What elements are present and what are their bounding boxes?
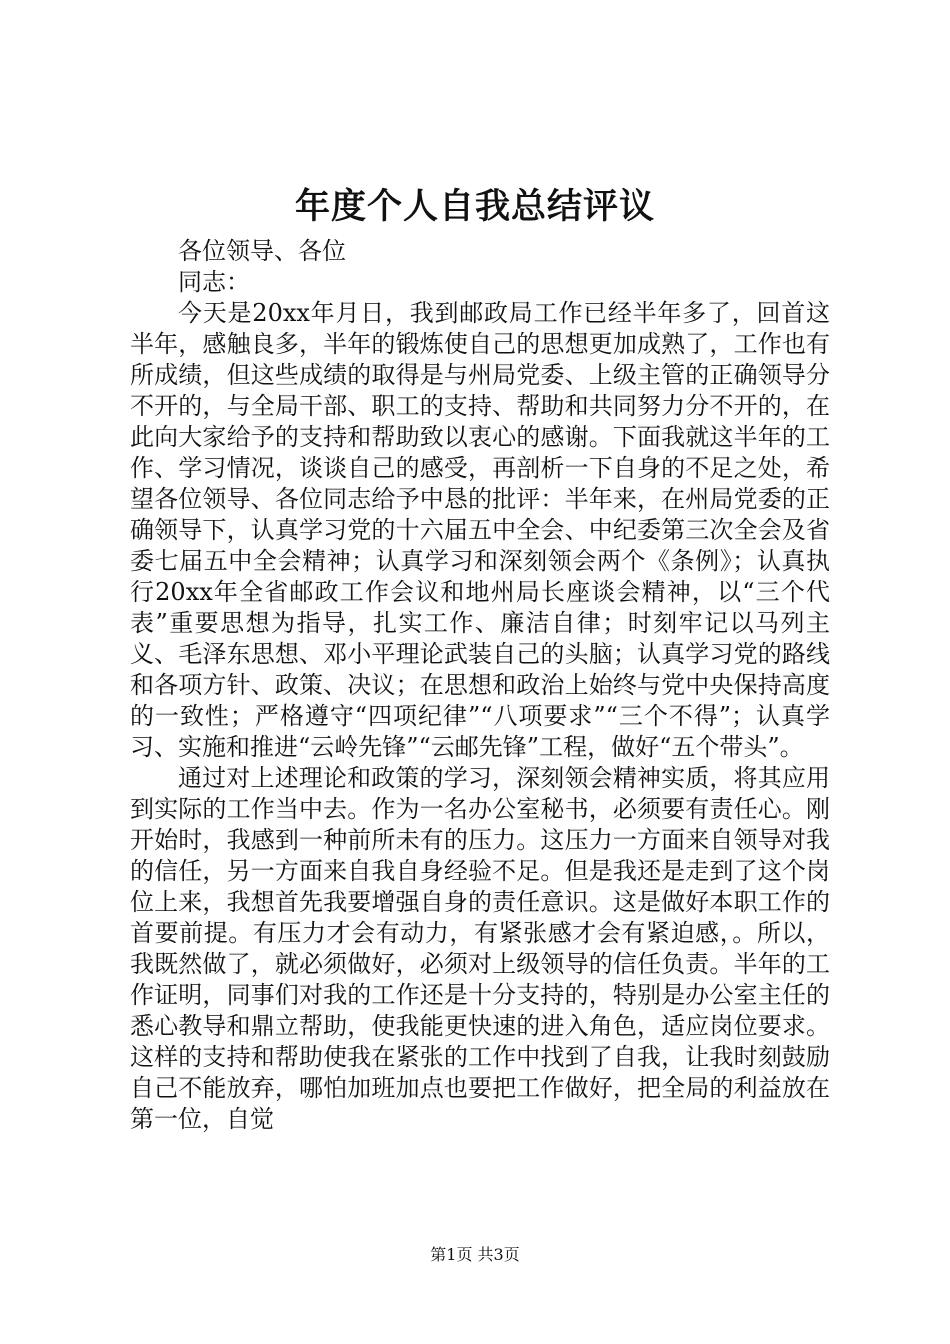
salutation-line: 同志： <box>178 268 250 296</box>
salutation-line: 各位领导、各位 <box>178 237 346 265</box>
document-body <box>130 236 830 1135</box>
body-paragraph: 今天是20xx年月日，我到邮政局工作已经半年多了，回首这半年，感触良多，半年的锻炼使自己的思想更加成熟了，工作也有所成绩，但这些成绩的取得是与州局党委、上级主管的正确领导分不开的，与全局干部、职工的支持、帮助和共同努力分不开的，在此向大家给予的支持和帮助致以衷心的感谢。下面我就这半年的工作、学习情况，谈谈自己的感受，再剖析一下自身的不足之处，希望各位领导、各位同志给予中恳的批评：半年来，在州局党委的正确领导下，认真学习党的十六届五中全会、中纪委第三次全会及省委七届五中全会精神；认真学习和深刻领会两个《条例》；认真执行20xx年全省邮政工作会议和地州局长座谈会精神，以“三个代表”重要思想为指导，扎实工作、廉洁自律；时刻牢记以马列主义、毛泽东思想、邓小平理论武装自己的头脑；认真学习党的路线和各项方针、政策、决议；在思想和政治上始终与党中央保持高度的一致性；严格遵守“四项纪律”“八项要求”“三个不得”；认真学习、实施和推进“云岭先锋”“云邮先锋”工程，做好“五个带头”。 <box>130 299 830 761</box>
page-number-footer: 第1页 共3页 <box>430 1245 520 1264</box>
body-paragraph: 通过对上述理论和政策的学习，深刻领会精神实质，将其应用到实际的工作当中去。作为一名办公室秘书，必须要有责任心。刚开始时，我感到一种前所未有的压力。这压力一方面来自领导对我的信任，另一方面来自我自身经验不足。但是我还是走到了这个岗位上来，我想首先我要增强自身的责任意识。这是做好本职工作的首要前提。有压力才会有动力，有紧张感才会有紧迫感，。所以，我既然做了，就必须做好，必须对上级领导的信任负责。半年的工作证明，同事们对我的工作还是十分支持的，特别是办公室主任的悉心教导和鼎立帮助，使我能更快速的进入角色，适应岗位要求。这样的支持和帮助使我在紧张的工作中找到了自我，让我时刻鼓励自己不能放弃，哪怕加班加点也要把工作做好，把全局的利益放在第一位，自觉 <box>130 764 830 1133</box>
document-title: 年度个人自我总结评议 <box>294 186 655 227</box>
